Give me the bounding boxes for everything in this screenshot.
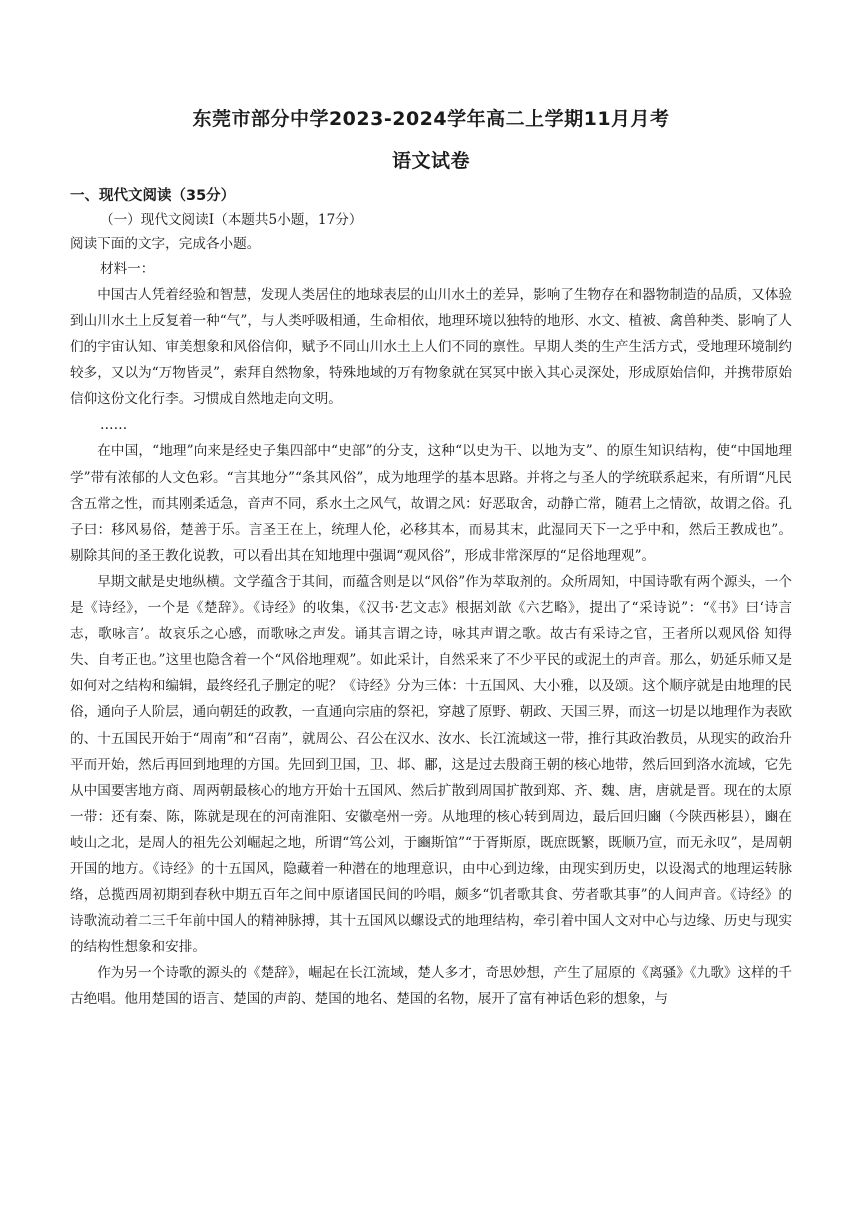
ellipsis-mark: …… [100, 417, 128, 434]
material-label: 材料一： [100, 261, 155, 277]
paragraph-3: 早期文献是史地纵横。文学蕴含于其间，而蕴含则是以“风俗”作为萃取剂的。众所周知，中国诗歌有两个源头，一个是《诗经》，一个是《楚辞》。《诗经》的收集，《汉书·艺文志》根据刘歆《六艺略》，提出了“采诗说”：“《书》曰‘诗言志，歌咏言’。故哀乐之心感，而歌咏之声发。诵其言谓之诗，咏其声谓之歌。故古有采诗之官，王者所以观风俗 知得失、自考正也。”这里也隐含着一个“风俗地理观”。如此采计，自然采来了不少平民的或泥土的声音。那么，奶延乐师又是如何对之结构和编辑，最终经孔子删定的呢？《诗经》分为三体：十五国风、大小雅，以及颂。这个顺序就是由地理的民俗，通向子人阶层，通向朝廷的政教，一直通向宗庙的祭祀，穿越了原野、朝政、天国三界，而这一切是以地理作为表欧的、十五国民开始于“周南”和“召南”，就周公、召公在汉水、汝水、长江流域这一带，推行其政治教员，从现实的政治升平而开始，然后再回到地理的方国。先回到卫国，卫、邶、鄘，这是过去殷商王朝的核心地带，然后回到洛水流域，它先从中国要害地方商、周两朝最核心的地方开始十五国风、然后扩散到周国扩散到郑、齐、魏、唐，唐就是晋。现在的太原一带：还有秦、陈，陈就是现在的河南淮阳、安徽亳州一旁。从地理的核心转到周边，最后回归豳（今陕西彬县），豳在岐山之北，是周人的祖先公刘崛起之地，所谓“笃公刘，于豳斯馆”“于胥斯原，既庶既繁，既顺乃宣，而无永叹”，是周朝开国的地方。《诗经》的十五国风，隐藏着一种潜在的地理意识，由中心到边缘，由现实到历史，以设渴式的地理运转脉络，总揽西周初期到春秋中期五百年之间中原诸国民间的吟唱，颇多“饥者歌其食、劳者歌其事”的人间声音。《诗经》的诗歌流动着二三千年前中国人的精神脉搏，其十五国风以螺设式的地理结构，牵引着中国人文对中心与边缘、历史与现实的结构性想象和安排。 [70, 573, 792, 956]
paragraph-4: 作为另一个诗歌的源头的《楚辞》，崛起在长江流域，楚人多才，奇思妙想，产生了屈原的《离骚》《九歌》这样的千古绝唱。他用楚国的语言、楚国的声韵、楚国的地名、楚国的名物，展开了富有神话色彩的想象，与 [70, 965, 792, 1008]
exam-subtitle: 语文试卷 [391, 150, 470, 172]
paragraph-1: 中国古人凭着经验和智慧，发现人类居住的地球表层的山川水土的差异，影响了生物存在和器物制造的品质，又体验到山川水土上反复着一种“气”，与人类呼吸相通，生命相依，地理环境以独特的地形、水文、植被、禽兽种类、影响了人们的宇宙认知、审美想象和风俗信仰，赋予不同山川水土上人们不同的禀性。早期人类的生产生活方式，受地理环境制约较多，又以为“万物皆灵”，索拜自然物象，特殊地域的万有物象就在冥冥中嵌入其心灵深处，形成原始信仰，并携带原始信仰这份文化行李。习惯成自然地走向文明。 [70, 287, 792, 408]
section-heading: 一、现代文阅读（35分） [70, 188, 236, 204]
section-subheading: （一）现代文阅读Ⅰ（本题共5小题，17分） [100, 212, 363, 228]
exam-title: 东莞市部分中学2023-2024学年高二上学期11月月考 [192, 108, 670, 130]
paragraph-2: 在中国，“地理”向来是经史子集四部中“史部”的分支，这种“以史为干、以地为支”、的原生知识结构，使“中国地理学”带有浓郁的人文色彩。“言其地分”“条其风俗”，成为地理学的基本思路。并将之与圣人的学统联系起来，有所谓“凡民含五常之性，而其刚柔适急，音声不同，系水土之风气，故谓之风：好恶取舍，动静亡常，随君上之情欲，故谓之俗。孔子曰：移风易俗，楚善于乐。言圣王在上，统理人伦，必移其本，而易其末，此湿同天下一之乎中和，然后王教成也”。剔除其间的圣王教化说教，可以看出其在知地理中强调“观风俗”，形成非常深厚的“足俗地理观”。 [70, 443, 792, 564]
instruction-text: 阅读下面的文字，完成各小题。 [70, 236, 261, 252]
